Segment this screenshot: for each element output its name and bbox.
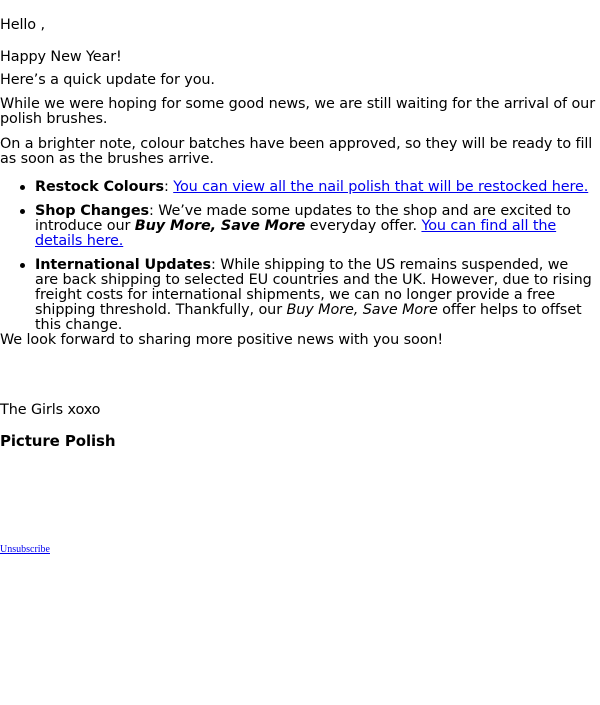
- waiting-paragraph: While we were hoping for some good news, we are still waiting for the arrival of our polish brushes.: [0, 96, 596, 127]
- closing-paragraph: We look forward to sharing more positive news with you soon!: [0, 332, 444, 348]
- update-text: : While shipping to the US remains suspended, we are back shipping to selected EU countries and the UK. However, due to rising freight costs for international shipments, we can no longer provide a free shipping threshold. Thankfully, our: [35, 257, 592, 318]
- update-text: : We’ve made some updates to the shop and are excited to introduce our: [35, 203, 571, 234]
- new-year-text: Happy New Year!: [0, 49, 122, 65]
- update-title: Shop Changes: [35, 203, 149, 219]
- update-item-restock: [35, 180, 595, 195]
- unsubscribe-link[interactable]: Unsubscribe: [0, 544, 50, 555]
- update-title: International Updates: [35, 257, 211, 273]
- offer-emphasis: Buy More, Save More: [286, 302, 438, 318]
- details-link[interactable]: You can find all the details here.: [35, 218, 557, 249]
- updates-list: [0, 180, 595, 342]
- bullet-icon: [20, 185, 25, 190]
- brighter-note-paragraph: On a brighter note, colour batches have been approved, so they will be ready to fill as soon as the brushes arrive.: [0, 136, 593, 167]
- update-title: Restock Colours: [35, 179, 164, 195]
- update-text: offer helps to offset this change.: [35, 302, 582, 333]
- greeting-text: Hello ,: [0, 17, 45, 33]
- bullet-icon: [20, 263, 25, 268]
- update-item-shop-changes: [35, 204, 595, 249]
- separator: :: [163, 179, 174, 195]
- signoff-text: The Girls xoxo: [0, 402, 101, 418]
- restock-link[interactable]: You can view all the nail polish that will be restocked here.: [173, 179, 589, 195]
- update-text: everyday offer.: [305, 218, 422, 234]
- bullet-icon: [20, 209, 25, 214]
- brand-name: Picture Polish: [0, 432, 116, 450]
- quick-update-text: Here’s a quick update for you.: [0, 72, 215, 88]
- offer-emphasis: Buy More, Save More: [134, 218, 306, 234]
- update-item-international: [35, 258, 595, 333]
